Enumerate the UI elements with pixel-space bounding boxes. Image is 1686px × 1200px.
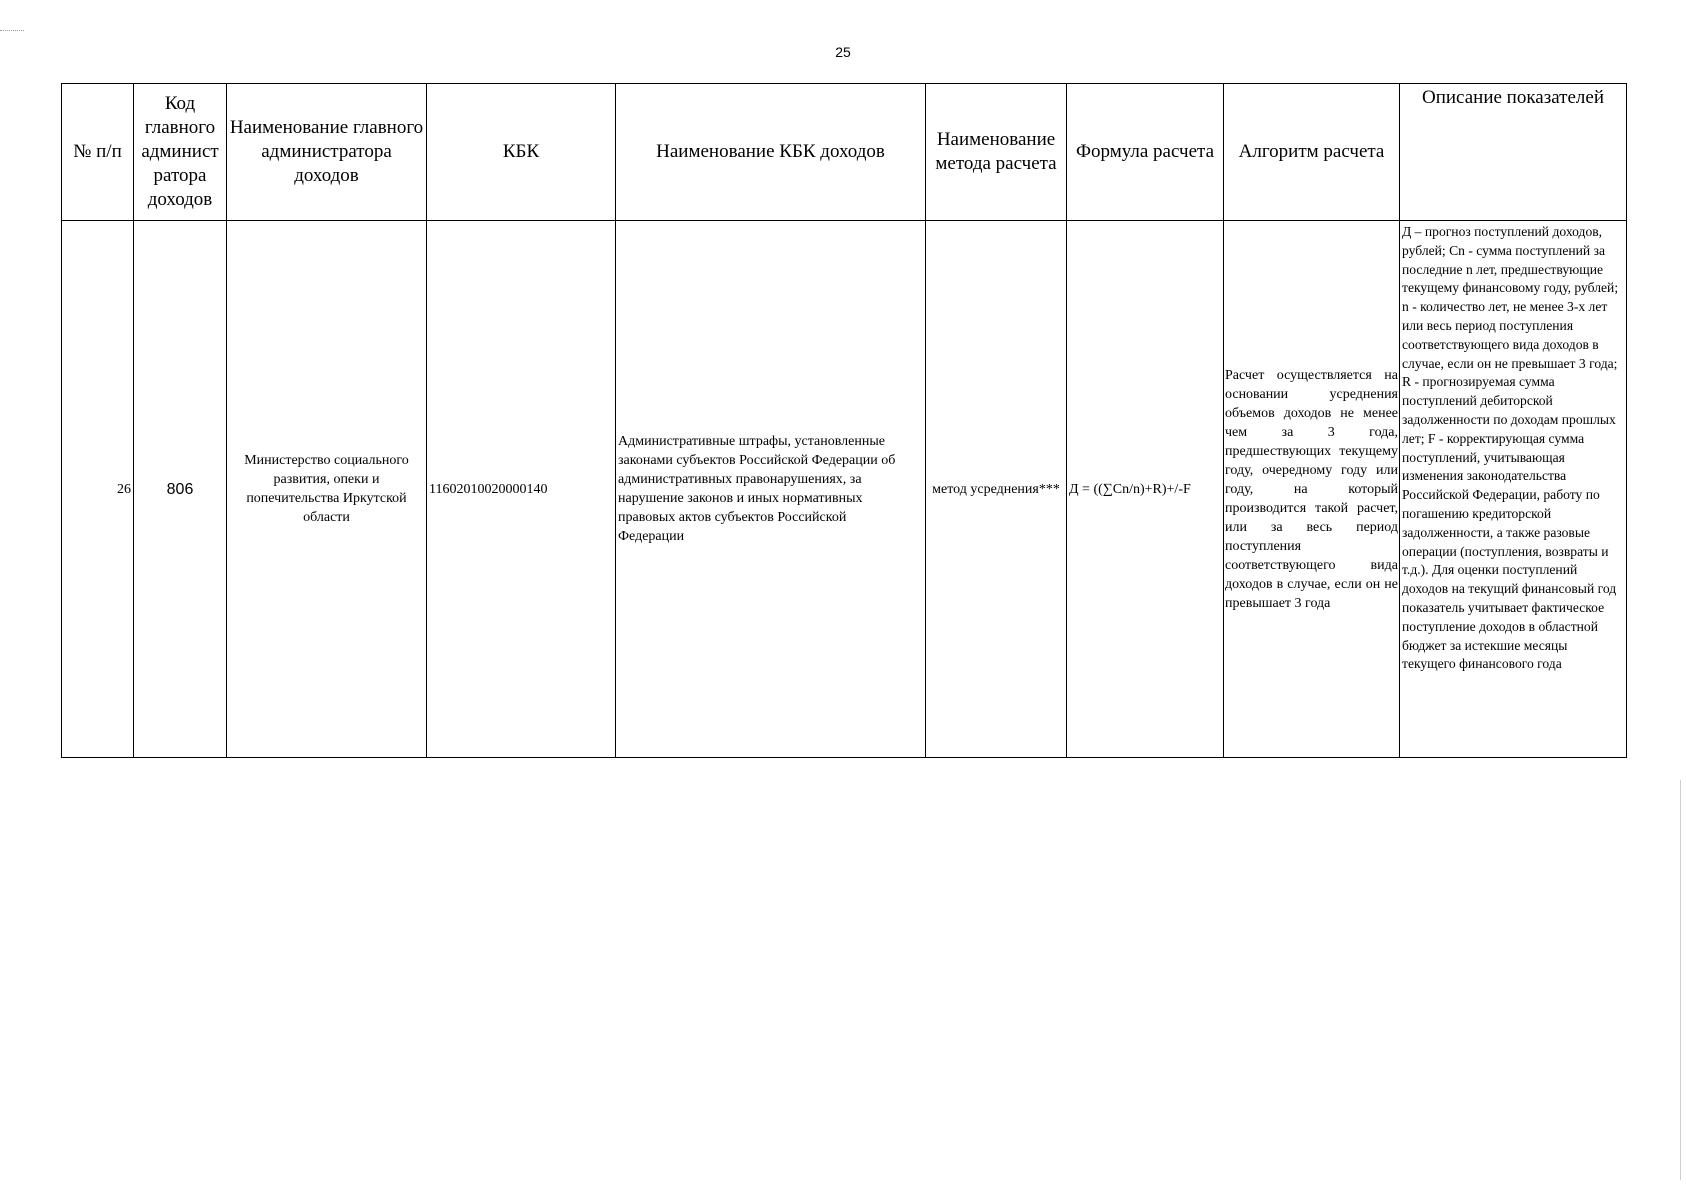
cell-kbk: 11602010020000140 [427, 221, 616, 758]
header-kbk-name: Наименование КБК доходов [616, 84, 926, 221]
scan-edge-line [1680, 780, 1681, 1180]
scan-corner-mark [0, 30, 24, 32]
cell-algorithm: Расчет осуществляется на основании усреднения объемов доходов не менее чем за 3 года, предшествующих текущему году, очередному году или году, на который производится такой расчет, или за весь период поступления соответствующего вида доходов в случае, если он не превышает 3 года [1224, 221, 1400, 758]
header-method: Наименование метода расчета [926, 84, 1067, 221]
cell-num: 26 [62, 221, 134, 758]
table-header-row [62, 84, 1627, 221]
cell-admin-code: 806 [134, 221, 227, 758]
cell-kbk-name: Административные штрафы, установленные законами субъектов Российской Федерации об административных правонарушениях, за нарушение законов и иных нормативных правовых актов субъектов Российской Федерации [616, 221, 926, 758]
header-admin-code: Код главного админист ратора доходов [134, 84, 227, 221]
cell-description: Д – прогноз поступлений доходов, рублей; Сn - сумма поступлений за последние n лет, предшествующие текущему финансовому году, рублей; n - количество лет, не менее 3-х лет или весь период поступления соответствующего вида доходов в случае, если он не превышает 3 года; R - прогнозируемая сумма поступлений дебиторской задолженности по доходам прошлых лет; F - корректирующая сумма поступлений, учитывающая изменения законодательства Российской Федерации, работу по погашению кредиторской задолженности, а также разовые операции (поступления, возвраты и т.д.). Для оценки поступлений доходов на текущий финансовый год показатель учитывает фактическое поступление доходов в областной бюджет за истекшие месяцы текущего финансового года [1400, 221, 1627, 758]
table-row [62, 221, 1627, 758]
header-algorithm: Алгоритм расчета [1224, 84, 1400, 221]
page-number: 25 [835, 44, 851, 60]
cell-formula: Д = ((∑Сn/n)+R)+/-F [1067, 221, 1224, 758]
header-description: Описание показателей [1400, 84, 1627, 221]
revenue-method-table [61, 83, 1627, 758]
header-admin-name: Наименование главного администратора доходов [227, 84, 427, 221]
cell-admin-name: Министерство социального развития, опеки и попечительства Иркутской области [227, 221, 427, 758]
cell-method: метод усреднения*** [926, 221, 1067, 758]
header-kbk: КБК [427, 84, 616, 221]
header-num: № п/п [62, 84, 134, 221]
header-formula: Формула расчета [1067, 84, 1224, 221]
